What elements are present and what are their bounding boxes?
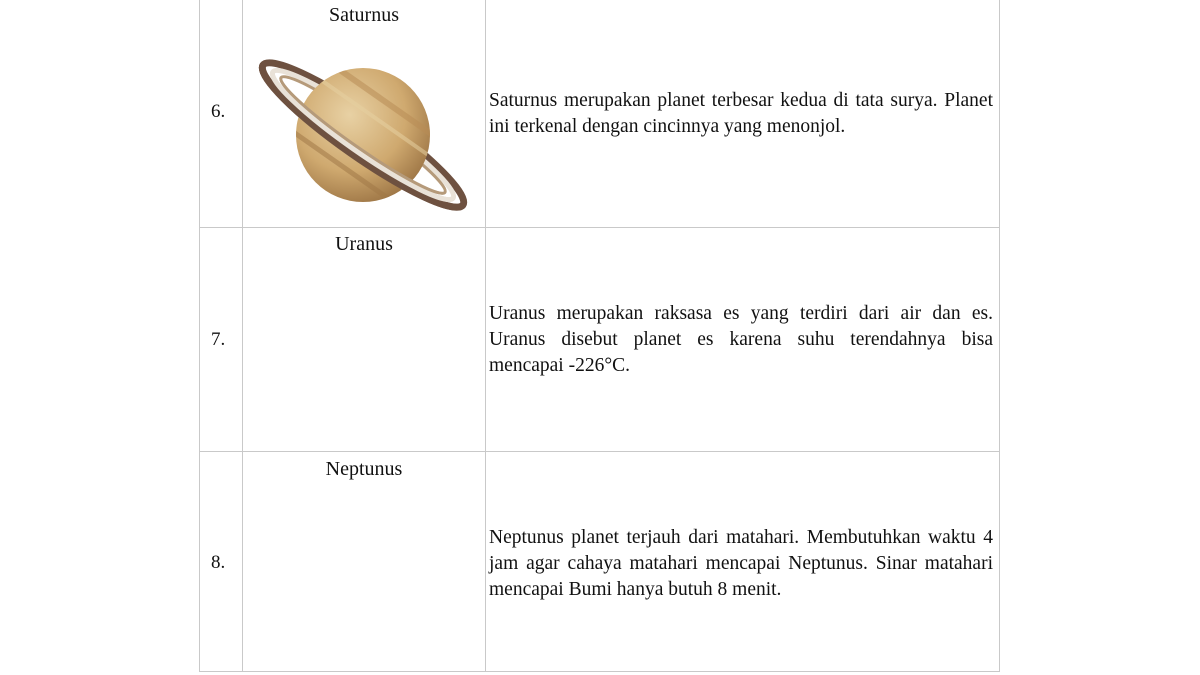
planet-cell (242, 0, 485, 227)
planet-description: Uranus merupakan raksasa es yang terdiri dari air dan es. Uranus disebut planet es karena suhu terendahnya bisa mencapai -226°C. (489, 303, 993, 376)
saturn-planet-image (255, 52, 475, 222)
planet-cell (242, 451, 485, 672)
planet-cell (242, 227, 485, 451)
table-row (199, 451, 1000, 672)
number-cell (199, 451, 242, 672)
description-cell (485, 227, 1000, 451)
planet-description: Saturnus merupakan planet terbesar kedua di tata surya. Planet ini terkenal dengan cincinnya yang menonjol. (489, 90, 993, 137)
row-number: 7. (211, 329, 226, 350)
table-row (199, 227, 1000, 451)
row-number: 8. (211, 552, 226, 573)
number-cell (199, 227, 242, 451)
planet-table (199, 0, 1000, 672)
row-number: 6. (211, 101, 226, 122)
description-cell (485, 451, 1000, 672)
planet-name: Saturnus (329, 4, 399, 26)
description-cell (485, 0, 1000, 227)
planet-name: Uranus (335, 233, 393, 255)
planet-description: Neptunus planet terjauh dari matahari. Membutuhkan waktu 4 jam agar cahaya matahari mencapai Neptunus. Sinar matahari mencapai Bumi hanya butuh 8 menit. (489, 527, 993, 600)
table-row (199, 0, 1000, 227)
number-cell (199, 0, 242, 227)
planet-name: Neptunus (325, 458, 403, 480)
